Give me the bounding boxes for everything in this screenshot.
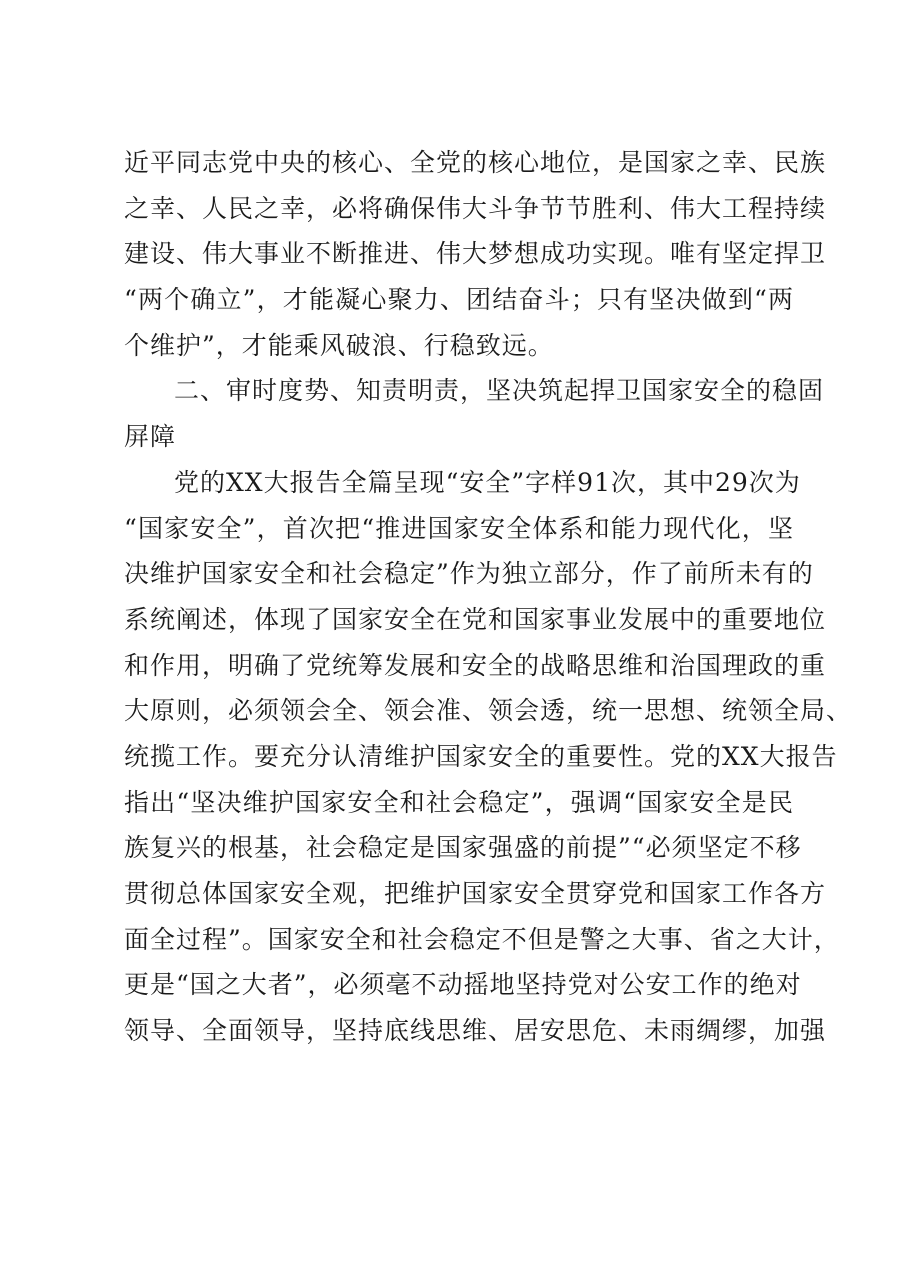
paragraph-line: 领导、全面领导，坚持底线思维、居安思危、未雨绸缪，加强 xyxy=(124,1016,827,1046)
paragraph-line: 之幸、人民之幸，必将确保伟大斗争节节胜利、伟大工程持续 xyxy=(124,193,827,223)
paragraph-line: 党的XX大报告全篇呈现“安全”字样91次，其中29次为 xyxy=(174,467,801,497)
paragraph-line: “国家安全”，首次把“推进国家安全体系和能力现代化，坚 xyxy=(124,513,794,543)
paragraph-line: 建设、伟大事业不断推进、伟大梦想成功实现。唯有坚定捍卫 xyxy=(124,239,827,269)
paragraph-line: 决维护国家安全和社会稳定”作为独立部分，作了前所未有的 xyxy=(124,559,814,589)
paragraph-line: 个维护”，才能乘风破浪、行稳致远。 xyxy=(124,330,554,360)
document-body xyxy=(124,140,853,1054)
paragraph-continuation xyxy=(124,140,827,368)
paragraph-line: 面全过程”。国家安全和社会稳定不但是警之大事、省之大计， xyxy=(124,924,840,954)
heading-line: 二、审时度势、知责明责，坚决筑起捍卫国家安全的稳固 xyxy=(174,376,825,406)
paragraph-body xyxy=(124,460,853,1054)
paragraph-line: “两个确立”，才能凝心聚力、团结奋斗；只有坚决做到“两 xyxy=(124,285,794,315)
paragraph-line: 大原则，必须领会全、领会准、领会透，统一思想、统领全局、 xyxy=(124,696,853,726)
heading-line: 屏障 xyxy=(124,422,177,452)
paragraph-line: 贯彻总体国家安全观，把维护国家安全贯穿党和国家工作各方 xyxy=(124,879,827,908)
paragraph-line: 统揽工作。要充分认清维护国家安全的重要性。党的XX大报告 xyxy=(124,741,838,771)
paragraph-line: 系统阐述，体现了国家安全在党和国家事业发展中的重要地位 xyxy=(124,604,827,634)
paragraph-line: 和作用，明确了党统筹发展和安全的战略思维和治国理政的重 xyxy=(124,650,827,680)
paragraph-line: 更是“国之大者”，必须毫不动摇地坚持党对公安工作的绝对 xyxy=(124,970,802,1000)
section-heading xyxy=(124,368,825,459)
paragraph-line: 族复兴的根基，社会稳定是国家强盛的前提”“必须坚定不移 xyxy=(124,833,802,863)
paragraph-line: 近平同志党中央的核心、全党的核心地位，是国家之幸、民族 xyxy=(124,148,827,177)
paragraph-line: 指出“坚决维护国家安全和社会稳定”，强调“国家安全是民 xyxy=(124,787,794,817)
